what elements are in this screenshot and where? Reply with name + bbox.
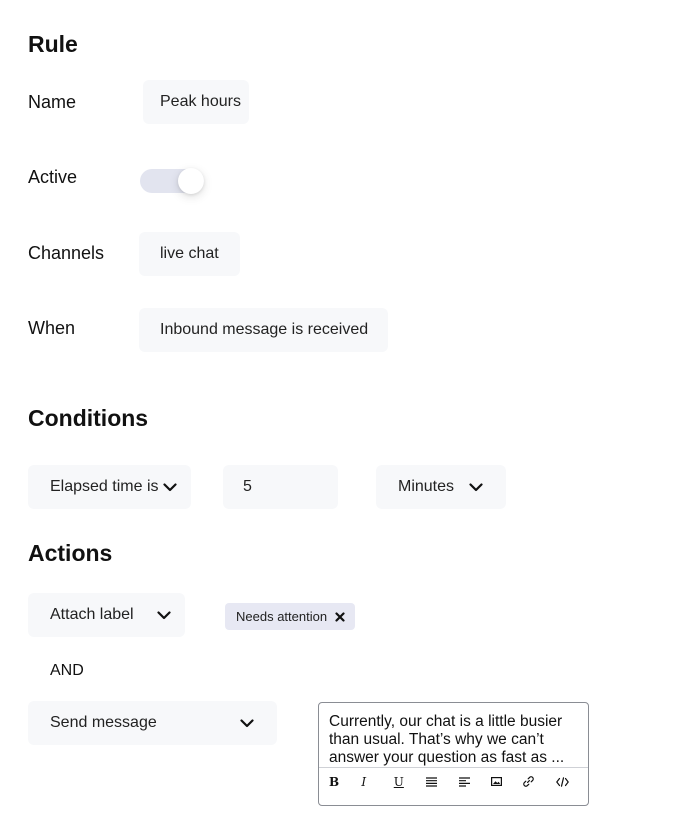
when-label: When bbox=[28, 318, 76, 338]
chevron-down-icon bbox=[156, 607, 172, 623]
condition-field-dropdown[interactable] bbox=[28, 465, 191, 509]
actions-section-title: Actions bbox=[28, 540, 113, 566]
action1-dropdown[interactable] bbox=[28, 593, 185, 637]
chevron-down-icon bbox=[162, 479, 178, 495]
image-icon[interactable] bbox=[491, 769, 523, 795]
name-input[interactable] bbox=[143, 80, 249, 124]
channels-select[interactable] bbox=[139, 232, 240, 276]
link-icon[interactable] bbox=[523, 769, 555, 795]
active-toggle-knob[interactable] bbox=[178, 168, 204, 194]
underline-button[interactable]: U bbox=[393, 774, 404, 789]
chevron-down-icon bbox=[468, 479, 484, 495]
condition-field-value: Elapsed time is bbox=[50, 478, 159, 495]
italic-button[interactable]: I bbox=[361, 774, 367, 789]
align-justify-icon[interactable] bbox=[426, 769, 458, 795]
channels-label: Channels bbox=[28, 243, 105, 263]
action1-value: Attach label bbox=[50, 606, 134, 623]
name-value: Peak hours bbox=[160, 93, 241, 110]
and-joiner: AND bbox=[50, 662, 84, 679]
when-select[interactable] bbox=[139, 308, 388, 352]
code-icon[interactable] bbox=[556, 769, 588, 795]
condition-unit-dropdown[interactable] bbox=[376, 465, 506, 509]
message-editor[interactable] bbox=[318, 702, 589, 806]
name-label: Name bbox=[28, 92, 77, 112]
channels-value: live chat bbox=[160, 245, 219, 262]
when-value: Inbound message is received bbox=[160, 321, 369, 338]
action2-value: Send message bbox=[50, 714, 157, 731]
rule-section-title: Rule bbox=[28, 31, 78, 57]
editor-toolbar bbox=[319, 767, 588, 795]
condition-amount-input[interactable] bbox=[223, 465, 338, 509]
label-tag bbox=[225, 603, 355, 630]
bold-button[interactable]: B bbox=[329, 774, 340, 789]
align-left-icon[interactable] bbox=[459, 769, 491, 795]
message-textarea[interactable]: Currently, our chat is a little busier than usual. That’s why we can’t answer your question as fast as ... bbox=[329, 713, 565, 766]
condition-unit-value: Minutes bbox=[398, 478, 455, 495]
condition-amount-value: 5 bbox=[243, 478, 252, 495]
close-icon[interactable] bbox=[335, 612, 345, 622]
conditions-section-title: Conditions bbox=[28, 405, 149, 431]
chevron-down-icon bbox=[239, 715, 255, 731]
action2-dropdown[interactable] bbox=[28, 701, 277, 745]
label-tag-text: Needs attention bbox=[236, 609, 328, 624]
active-label: Active bbox=[28, 167, 78, 187]
